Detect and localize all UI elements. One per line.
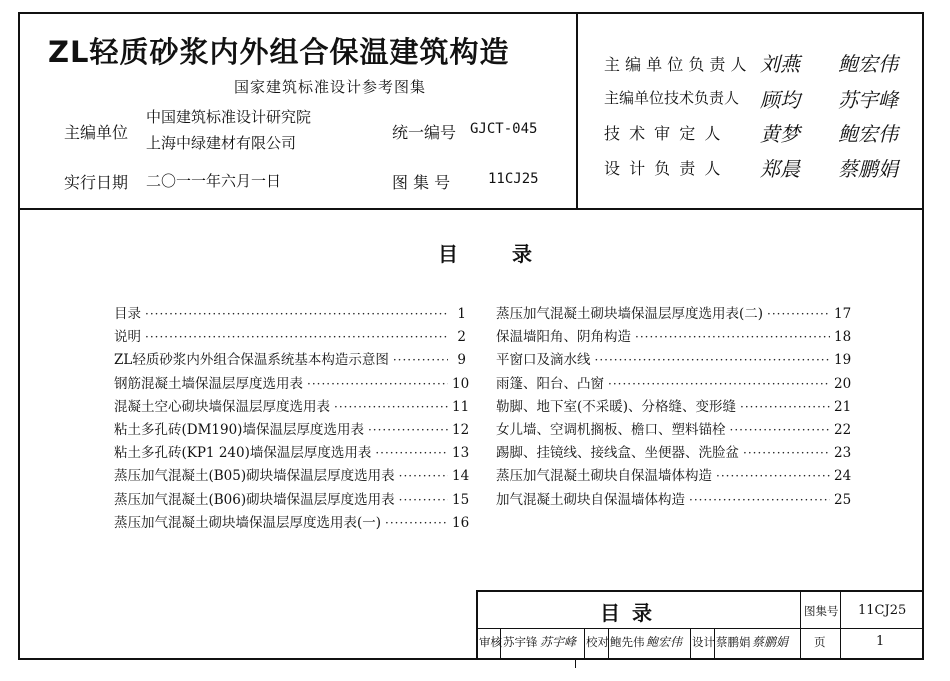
design-label: 设计 bbox=[692, 635, 715, 649]
unified-no: GJCT-045 bbox=[470, 121, 538, 137]
signature: 郑晨 bbox=[760, 157, 800, 181]
responsible-role: 设 计 负 责 人 bbox=[604, 159, 723, 178]
toc-entry[interactable]: 加气混凝土砌块自保温墙体构造 ····· 25 bbox=[496, 488, 848, 511]
signature: 鲍宏伟 bbox=[838, 52, 898, 76]
atlas-subtitle: 国家建筑标准设计参考图集 bbox=[234, 78, 427, 96]
proof-signature: 鲍宏伟 bbox=[646, 635, 683, 649]
toc-entry[interactable]: 蒸压加气混凝土(B06)砌块墙保温层厚度选用表 ····· 15 bbox=[114, 488, 466, 511]
date-label: 实行日期 bbox=[64, 173, 129, 192]
toc-entry[interactable]: 说明 ····· 2 bbox=[114, 325, 466, 348]
editor-label: 主编单位 bbox=[64, 123, 129, 142]
unified-no-label: 统一编号 bbox=[392, 123, 457, 142]
toc-entry[interactable]: 粘土多孔砖(KP1 240)墙保温层厚度选用表 ····· 13 bbox=[114, 441, 466, 464]
design-name: 蔡鹏娟 bbox=[716, 635, 751, 649]
toc-entry[interactable]: 保温墙阳角、阴角构造 ····· 18 bbox=[496, 325, 848, 348]
toc-entry[interactable]: ZL轻质砂浆内外组合保温系统基本构造示意图 ····· 9 bbox=[114, 348, 466, 371]
check-signature: 苏宇峰 bbox=[540, 635, 577, 649]
title-block-title: 目录 bbox=[600, 601, 664, 625]
title-block-divider bbox=[800, 590, 801, 660]
title-block-divider bbox=[500, 628, 501, 660]
title-block-divider bbox=[584, 628, 585, 660]
check-name: 苏宇锋 bbox=[503, 635, 538, 649]
title-block-divider bbox=[608, 628, 609, 660]
responsible-role: 主 编 单 位 负 责 人 bbox=[604, 55, 747, 74]
title-block-divider bbox=[690, 628, 691, 660]
editor-unit-1: 中国建筑标准设计研究院 bbox=[146, 108, 312, 126]
title-block-divider bbox=[476, 628, 924, 629]
toc-entry[interactable]: 平窗口及滴水线 ····· 19 bbox=[496, 348, 848, 371]
toc-entry[interactable]: 粘土多孔砖(DM190)墙保温层厚度选用表 ····· 12 bbox=[114, 418, 466, 441]
signature: 顾均 bbox=[760, 88, 800, 112]
signature: 黄梦 bbox=[760, 122, 800, 146]
toc-entry[interactable]: 蒸压加气混凝土砌块自保温墙体构造 ····· 24 bbox=[496, 464, 848, 487]
toc-title-b: 录 bbox=[512, 242, 532, 266]
signature: 苏宇峰 bbox=[838, 88, 898, 112]
atlas-no-label: 图 集 号 bbox=[392, 173, 451, 192]
proof-label: 校对 bbox=[586, 635, 609, 649]
proof-name: 鲍先伟 bbox=[610, 635, 645, 649]
responsible-role: 技 术 审 定 人 bbox=[604, 124, 723, 143]
title-block-atlas-label: 图集号 bbox=[804, 604, 839, 618]
toc-entry[interactable]: 蒸压加气混凝土砌块墙保温层厚度选用表(一) ····· 16 bbox=[114, 511, 466, 534]
editor-unit-2: 上海中绿建材有限公司 bbox=[146, 134, 297, 152]
title-block-atlas-no: 11CJ25 bbox=[858, 603, 907, 618]
toc-entry[interactable]: 混凝土空心砌块墙保温层厚度选用表 ····· 11 bbox=[114, 395, 466, 418]
page-number: 1 bbox=[876, 634, 885, 649]
toc-entry[interactable]: 蒸压加气混凝土(B05)砌块墙保温层厚度选用表 ····· 14 bbox=[114, 464, 466, 487]
toc-entry[interactable]: 雨篷、阳台、凸窗 ····· 20 bbox=[496, 372, 848, 395]
responsible-role: 主编单位技术负责人 bbox=[604, 89, 740, 107]
toc-entry[interactable]: 女儿墙、空调机搁板、檐口、塑料锚栓 ····· 22 bbox=[496, 418, 848, 441]
header-vertical-divider bbox=[576, 12, 578, 209]
design-signature: 蔡鹏娟 bbox=[752, 635, 789, 649]
title-block-divider bbox=[714, 628, 715, 660]
title-block-divider bbox=[840, 590, 841, 660]
page-label: 页 bbox=[814, 635, 826, 649]
signature: 刘燕 bbox=[760, 52, 800, 76]
signature: 鲍宏伟 bbox=[838, 122, 898, 146]
toc-entry[interactable]: 勒脚、地下室(不采暖)、分格缝、变形缝 ····· 21 bbox=[496, 395, 848, 418]
tick-mark bbox=[575, 660, 576, 668]
toc-entry[interactable]: 踢脚、挂镜线、接线盒、坐便器、洗脸盆 ····· 23 bbox=[496, 441, 848, 464]
toc-entry[interactable]: 钢筋混凝土墙保温层厚度选用表 ····· 10 bbox=[114, 372, 466, 395]
toc-entry[interactable]: 目录 ····· 1 bbox=[114, 302, 466, 325]
signature: 蔡鹏娟 bbox=[838, 157, 898, 181]
date-value: 二〇一一年六月一日 bbox=[146, 172, 282, 190]
header-divider bbox=[18, 208, 924, 210]
atlas-no: 11CJ25 bbox=[488, 171, 539, 187]
toc-entry[interactable]: 蒸压加气混凝土砌块墙保温层厚度选用表(二) ····· 17 bbox=[496, 302, 848, 325]
toc-right-column bbox=[496, 302, 852, 511]
toc-left-column bbox=[114, 302, 470, 534]
check-label: 审核 bbox=[479, 635, 502, 649]
atlas-title: ZL轻质砂浆内外组合保温建筑构造 bbox=[48, 35, 510, 69]
toc-title-a: 目 bbox=[438, 242, 458, 266]
